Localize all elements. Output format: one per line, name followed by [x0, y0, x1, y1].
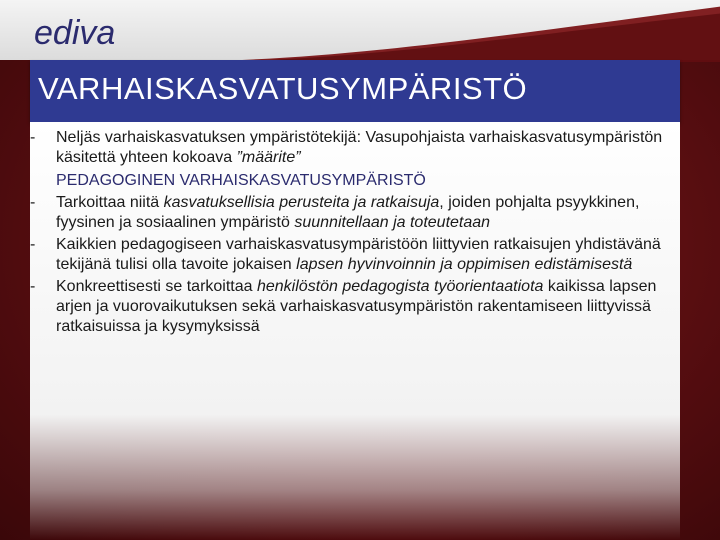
bullet-list [30, 128, 670, 339]
bullet-text: kaikissa lapsen arjen ja vuorovaikutuksen sekä varhaiskasvatusympäristön rakentamiseen liittyvissä ratkaisuissa ja kysymyksissä [56, 278, 657, 335]
bullet-dash: - [30, 129, 36, 146]
bullet-text: Kaikkien pedagogiseen varhaiskasvatusympäristöön liittyvien ratkaisujen yhdistävänä tekijänä tulisi olla tavoite jokaisen [56, 236, 661, 273]
bullet-dash: - [30, 278, 36, 295]
bullet-emphasis: lapsen hyvinvoinnin ja oppimisen edistämisestä [296, 256, 633, 273]
list-item [30, 235, 670, 275]
page-title: VARHAISKASVATUSYMPÄRISTÖ [38, 71, 528, 106]
bullet-emphasis: henkilöstön pedagogista työorientaatiota [256, 278, 544, 295]
bullet-caps-term: PEDAGOGINEN VARHAISKASVATUSYMPÄRISTÖ [56, 172, 426, 189]
content-panel [30, 122, 680, 540]
list-item [30, 128, 670, 191]
title-bar [30, 60, 680, 122]
bullet-text: Konkreettisesti se tarkoittaa [56, 278, 257, 295]
bullet-dash: - [30, 236, 36, 253]
ediva-logo: ediva [34, 14, 116, 52]
bullet-emphasis: ”määrite” [236, 149, 301, 166]
bullet-emphasis: kasvatuksellisia perusteita ja ratkaisuja [163, 194, 440, 211]
list-item [30, 193, 670, 233]
header-bar [0, 0, 720, 60]
bullet-text: Tarkoittaa niitä [56, 194, 164, 211]
list-item [30, 277, 670, 337]
bullet-emphasis: suunnitellaan ja toteutetaan [294, 214, 491, 231]
bullet-text: , joiden pohjalta psyykkinen, fyysinen ja sosiaalinen ympäristö [56, 194, 640, 231]
bullet-dash: - [30, 194, 36, 211]
bullet-text: Neljäs varhaiskasvatuksen ympäristötekijä: Vasupohjaista varhaiskasvatusympäristön käsitettä yhteen kokoava [56, 129, 663, 166]
header-swoosh-decoration [150, 0, 720, 62]
